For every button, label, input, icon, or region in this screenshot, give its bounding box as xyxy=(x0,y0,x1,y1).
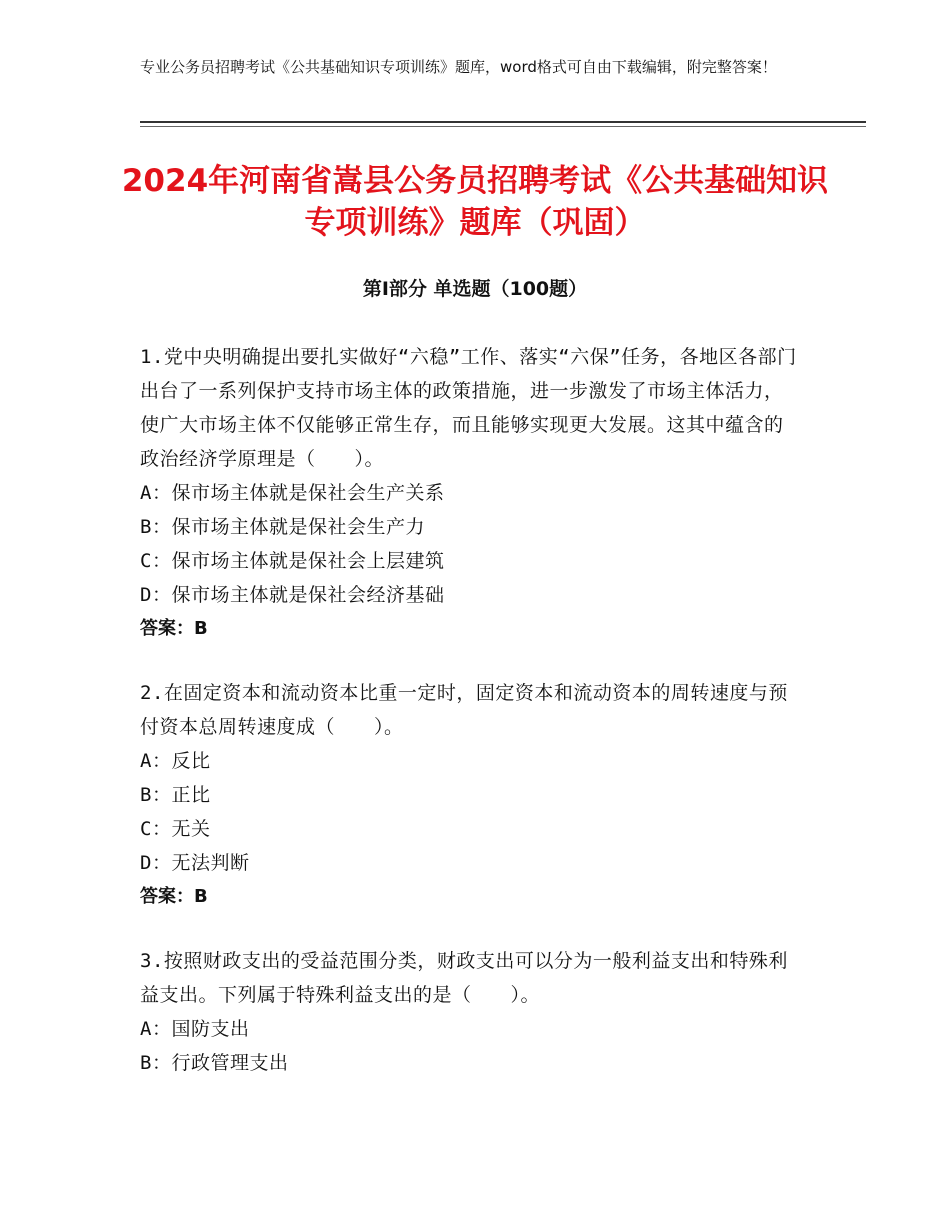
question-1 xyxy=(140,340,800,646)
header-divider-thin xyxy=(140,126,866,127)
header-note: 专业公务员招聘考试《公共基础知识专项训练》题库，word格式可自由下载编辑，附完整答案！ xyxy=(140,58,777,76)
question-list xyxy=(140,340,800,1110)
option-c: C：保市场主体就是保社会上层建筑 xyxy=(140,550,445,572)
section-heading: 第Ⅰ部分 单选题（100题） xyxy=(362,278,588,300)
answer: 答案：B xyxy=(140,618,208,639)
question-2 xyxy=(140,676,800,914)
question-stem: 1.党中央明确提出要扎实做好“六稳”工作、落实“六保”任务，各地区各部门出台了一系列保护支持市场主体的政策措施，进一步激发了市场主体活力，使广大市场主体不仅能够正常生存，而且能够实现更大发展。这其中蕴含的政治经济学原理是（ ）。 xyxy=(140,346,797,470)
option-d: D：无法判断 xyxy=(140,852,250,874)
option-b: B：保市场主体就是保社会生产力 xyxy=(140,516,425,538)
option-a: A：反比 xyxy=(140,750,211,772)
question-stem: 2.在固定资本和流动资本比重一定时，固定资本和流动资本的周转速度与预付资本总周转速度成（ ）。 xyxy=(140,682,788,738)
option-a: A：保市场主体就是保社会生产关系 xyxy=(140,482,445,504)
question-3 xyxy=(140,944,800,1080)
option-d: D：保市场主体就是保社会经济基础 xyxy=(140,584,445,606)
option-b: B：正比 xyxy=(140,784,211,806)
document-title: 2024年河南省嵩县公务员招聘考试《公共基础知识专项训练》题库（巩固） xyxy=(121,163,829,241)
question-stem: 3.按照财政支出的受益范围分类，财政支出可以分为一般利益支出和特殊利益支出。下列属于特殊利益支出的是（ ）。 xyxy=(140,950,788,1006)
option-b: B：行政管理支出 xyxy=(140,1052,289,1074)
header-divider-thick xyxy=(140,121,866,123)
option-c: C：无关 xyxy=(140,818,211,840)
option-a: A：国防支出 xyxy=(140,1018,250,1040)
answer: 答案：B xyxy=(140,886,208,907)
